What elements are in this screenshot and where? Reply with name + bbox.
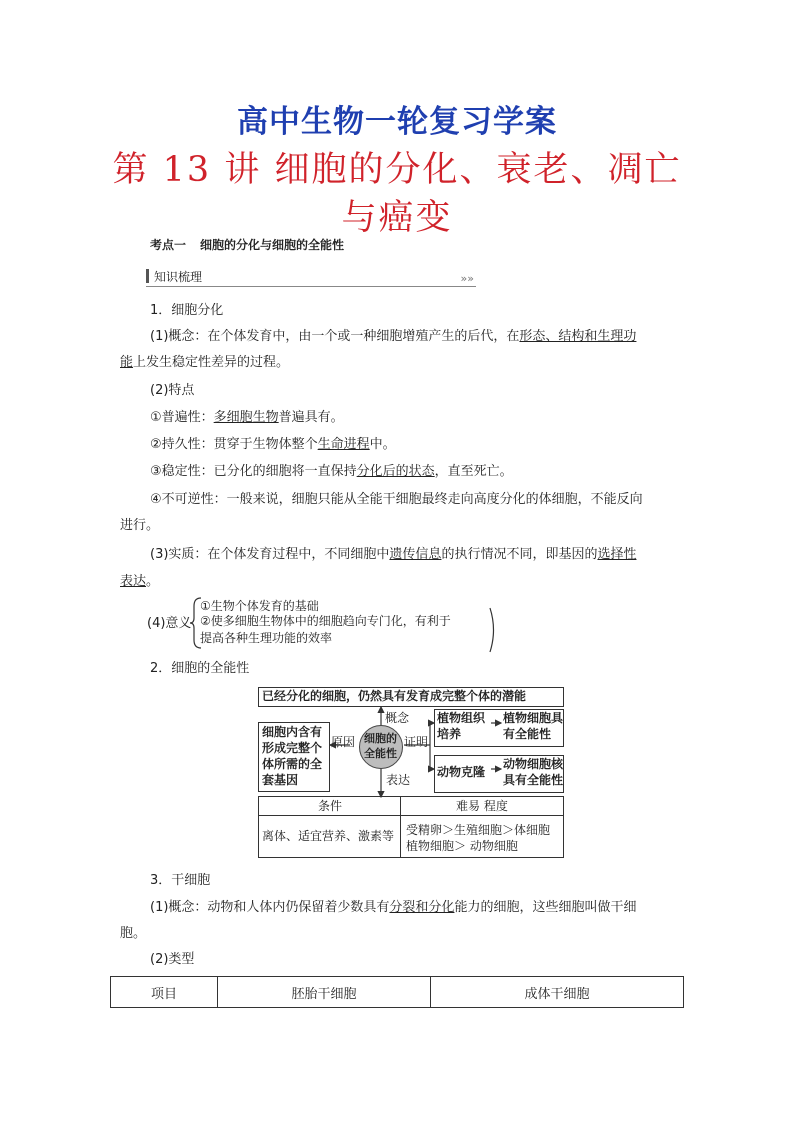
plant-result-2: 有全能性: [503, 727, 552, 741]
plant-result-1: 植物细胞具: [503, 711, 564, 725]
p3-heading: 3．干细胞: [150, 873, 211, 888]
animal-result-1: 动物细胞核: [503, 757, 564, 771]
knowledge-bar: [146, 266, 476, 287]
cause-line-4: 套基因: [262, 773, 299, 787]
p1-essence-line1: (3)实质：在个体发育过程中，不同细胞中遗传信息的执行情况不同，即基因的选择性: [150, 547, 637, 562]
difficulty-header: 难易 程度: [456, 799, 508, 813]
cause-line-3: 体所需的全: [262, 757, 323, 771]
p1-features-title: (2)特点: [150, 383, 195, 398]
center-line-1: 细胞的: [364, 732, 397, 745]
p3-concept-line2: 胞。: [120, 926, 147, 941]
p1-concept-line1: (1)概念：在个体发育中，由一个或一种细胞增殖产生的后代，在形态、结构和生理功: [150, 329, 637, 344]
p3-types: (2)类型: [150, 952, 195, 967]
knowledge-label: 知识梳理: [154, 270, 203, 284]
table-header-embryonic: 胚胎干细胞: [218, 977, 431, 1008]
p1-significance-2: ②使多细胞生物体中的细胞趋向专门化，有利于: [200, 614, 451, 628]
label-concept: 概念: [385, 711, 410, 725]
label-cause: 原因: [331, 735, 356, 749]
table-header-adult: 成体干细胞: [431, 977, 684, 1008]
label-proof: 证明: [404, 735, 429, 749]
p1-significance-label: (4)意义: [147, 616, 192, 631]
plant-tissue-1: 植物组织: [437, 711, 486, 725]
animal-clone: 动物克隆: [437, 765, 486, 779]
p1-significance-1: ①生物个体发育的基础: [200, 599, 319, 613]
expression-divider-h: [258, 815, 563, 816]
stem-cell-table: [110, 976, 684, 1008]
p1-essence-line2: 表达。: [120, 574, 160, 589]
lecture-title-line2: 与癌变: [341, 198, 453, 238]
p3-concept-line1: (1)概念：动物和人体内仍保留着少数具有分裂和分化能力的细胞，这些细胞叫做干细: [150, 900, 637, 915]
chevron-right-icon: »»: [460, 272, 474, 285]
expression-divider-v: [400, 796, 401, 857]
section-heading: [150, 236, 358, 253]
kaodian-label: 考点一: [150, 238, 187, 252]
condition-header: 条件: [318, 799, 343, 813]
condition-body: 离体、适宜营养、激素等: [262, 829, 395, 843]
center-line-2: 全能性: [364, 747, 397, 760]
bar-marker: [146, 269, 149, 283]
p1-feature-3: ③稳定性：已分化的细胞将一直保持分化后的状态，直至死亡。: [150, 464, 513, 479]
p1-feature-4: ④不可逆性：一般来说，细胞只能从全能干细胞最终走向高度分化的体细胞，不能反向: [150, 492, 643, 507]
label-expression: 表达: [386, 773, 411, 787]
lecture-title-line1: 第 13 讲 细胞的分化、衰老、凋亡: [112, 150, 682, 190]
cause-line-1: 细胞内含有: [262, 725, 323, 739]
difficulty-line-2: 植物细胞＞ 动物细胞: [406, 839, 518, 853]
p1-feature-1: ①普遍性：多细胞生物普遍具有。: [150, 410, 344, 425]
cause-line-2: 形成完整个: [262, 741, 323, 755]
kaodian-topic: 细胞的分化与细胞的全能性: [200, 238, 345, 252]
p1-feature-2: ②持久性：贯穿于生物体整个生命进程中。: [150, 437, 396, 452]
concept-box-text: 已经分化的细胞，仍然具有发育成完整个体的潜能: [262, 689, 527, 703]
p1-significance-3: 提高各种生理功能的效率: [200, 631, 333, 645]
p2-heading: 2．细胞的全能性: [150, 661, 250, 676]
table-row: [111, 977, 684, 1008]
doc-title: 高中生物一轮复习学案: [237, 104, 557, 140]
table-header-item: 项目: [111, 977, 218, 1008]
difficulty-line-1: 受精卵＞生殖细胞＞体细胞: [406, 823, 551, 837]
p1-feature-4-cont: 进行。: [120, 518, 160, 533]
p1-concept-line2: 能上发生稳定性差异的过程。: [120, 355, 290, 370]
animal-result-2: 具有全能性: [503, 773, 564, 787]
right-paren-icon: [488, 606, 500, 654]
plant-tissue-2: 培养: [437, 727, 462, 741]
p1-heading: 1．细胞分化: [150, 303, 224, 318]
